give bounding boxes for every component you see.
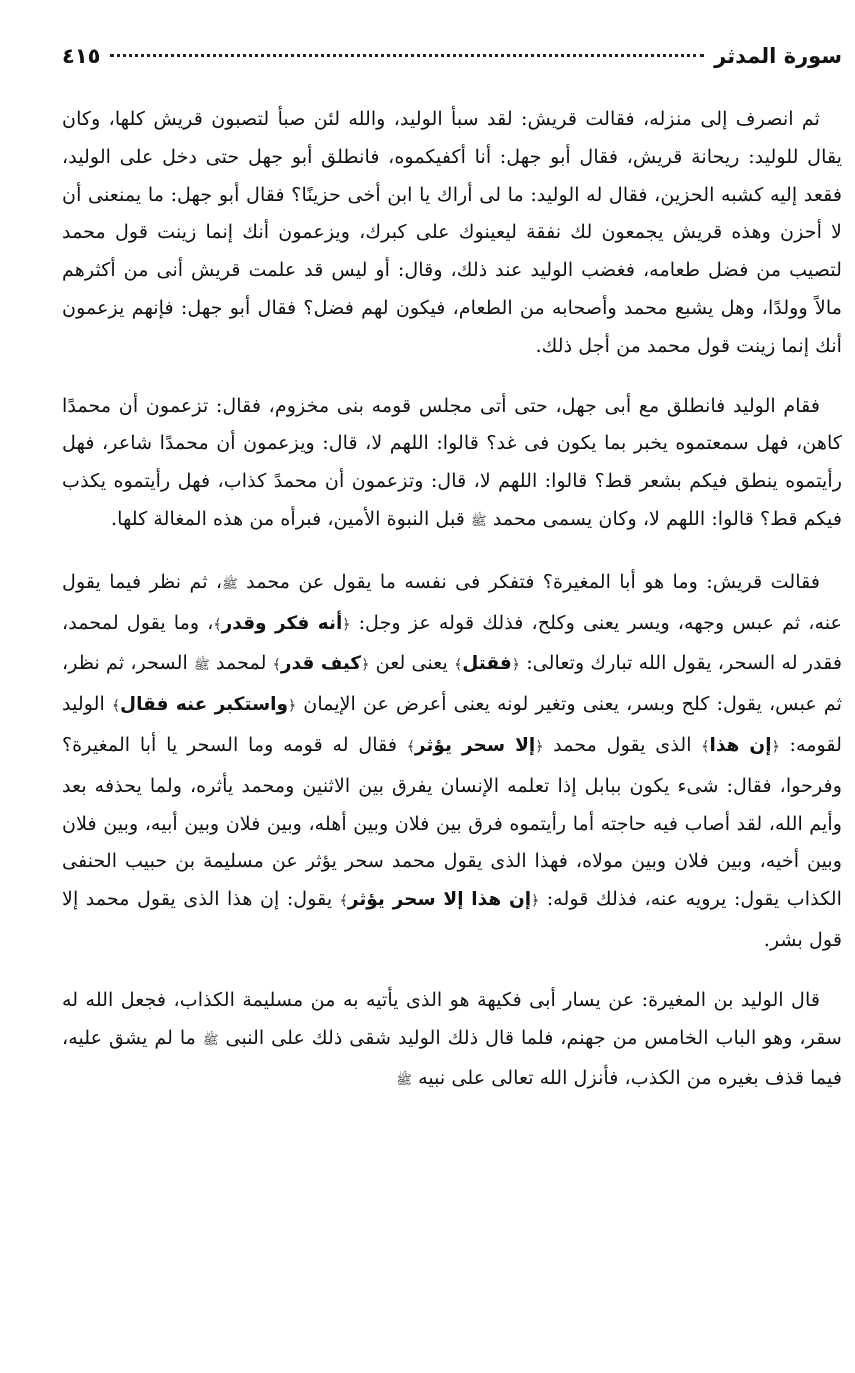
quran-quote [701,735,779,756]
page-header [62,44,842,84]
quran-bracket-open: ﴿ [535,738,544,755]
paragraph-3-text: السحر، ثم نظر، ثم عبس، يقول: كلح وبسر، يعنى وتغير لونه يعنى أعرض عن الإيمان [62,651,842,716]
quran-bracket-close: ﴾ [272,657,281,674]
salawat-glyph: ﷺ [202,1032,219,1048]
quran-bracket-close: ﴾ [111,698,121,715]
quran-quote-text: واستكبر عنه فقال [120,694,289,716]
quran-bracket-open: ﴿ [771,738,780,755]
quran-bracket-close: ﴾ [406,738,415,755]
paragraph-3-text: يعنى لعن [369,651,455,675]
paragraph-3-text: لمحمد [215,651,273,675]
paragraph-3-text: الذى يقول محمد [543,732,702,756]
page-number: ٤١٥ [62,44,101,68]
salawat-glyph: ﷺ [194,658,210,674]
quran-quote-text: إن هذا إلا سحر يؤثر [347,889,532,911]
quran-bracket-close: ﴾ [701,738,710,755]
paragraph-2-text-end: قبل النبوة الأمين، فبرأه من هذه المغالة كلها. [111,506,472,530]
paragraph-3-text: يقول: إن هذا الذى يقول محمد إلا قول بشر. [62,887,842,951]
quran-quote [273,653,370,674]
quran-quote-text: إن هذا [709,734,772,756]
quran-bracket-close: ﴾ [454,657,463,674]
quran-bracket-open: ﴿ [531,893,540,910]
surah-title: سورة المدثر [714,44,842,68]
quran-bracket-close: ﴾ [213,616,222,633]
quran-bracket-open: ﴿ [342,616,351,633]
page-body [62,100,842,1100]
paragraph-4-text: ما لم يشق عليه، فيما قذف بغيره من الكذب، فأنزل الله تعالى على نبيه [62,1025,842,1090]
paragraph-2-text: فقام الوليد فانطلق مع أبى جهل، حتى أتى مجلس قومه بنى مخزوم، فقال: تزعمون أن محمدًا كاهن، فهل سمعتموه يخبر بما يكون فى غد؟ قالوا: اللهم لا، قال: ويزعمون أن محمدًا شاعر، فهل رأيتموه ينطق فيكم بشعر قط؟ قالوا: اللهم لا، قال: وتزعمون أن محمدً كذاب، فهل رأيتموه يكذب فيكم قط؟ قالوا: اللهم لا، وكان يسمى محمد [62,393,842,530]
quran-bracket-open: ﴿ [288,698,297,715]
quran-quote-text: كيف قدر [280,653,362,675]
paragraph-4-text: قال الوليد بن المغيرة: عن يسار أبى فكيهة هو الذى يأتيه به من مسليمة الكذاب، فجعل الله له سقر، وهو الباب الخامس من جهنم، فلما قال ذلك الوليد شقى ذلك على النبى [62,987,842,1049]
paragraph-3-text: فقال له قومه وما السحر يا أبا المغيرة؟ وفرحوا، فقال: شىء يكون ببابل إذا تعلمه الإنسان يفرق بين الاثنين ومحمد يأثره، ولما يحذفه بعد وأيم الله، لقد أصاب فيه حاجته أما رأيتموه فرق بين فلان وبين أهله، وبين فلان وبين أبيه، وبين فلان وبين أخيه، وبين فلان وبين مولاه، فهذا الذى يقول محمد سحر يؤثر عن مسليمة بن حبيب الحنفى الكذاب يقول: يرويه عنه، فذلك قوله: [62,732,842,911]
quran-quote-text: أنه فكر وقدر [221,612,343,634]
quran-quote [213,613,350,634]
quran-bracket-close: ﴾ [339,893,348,910]
quran-quote [340,889,540,910]
quran-bracket-open: ﴿ [511,657,520,674]
paragraph-2 [62,387,842,541]
paragraph-3-text: ، وما يقول لمحمد، فقدر له السحر، يقول الله تبارك وتعالى: [62,610,842,675]
quran-quote-text: فقتل [462,653,512,675]
paragraph-3-text: ، ثم نظر فيما يقول عنه، ثم عبس وجهه، ويسر يعنى وكلح، فذلك قوله عز وجل: [62,569,843,634]
paragraph-1 [62,100,842,365]
quran-quote [407,735,544,756]
quran-quote-text: إلا سحر يؤثر [414,734,536,756]
quran-bracket-open: ﴿ [361,657,370,674]
leader-dots [110,54,704,57]
quran-quote [112,694,296,715]
salawat-glyph: ﷺ [222,576,238,592]
quran-quote [454,653,520,674]
paragraph-4 [62,981,842,1100]
paragraph-1-text: ثم انصرف إلى منزله، فقالت قريش: لقد سبأ الوليد، والله لئن صبأ لتصبون قريش كلها، وكان يقال للوليد: ريحانة قريش، فقال أبو جهل: أنا أكفيكموه، فانطلق أبو جهل حتى دخل على الوليد، فقعد إليه كشبه الحزين، فقال له الوليد: ما لى أراك يا ابن أخى حزينًا؟ فقال أبو جهل: ما يمنعنى أن لا أحزن وهذه قريش يجمعون لك نفقة ليعينوك على كبرك، ويزعمون أنك إنما زينت قول محمد لتصيب من فضل طعامه، فغضب الوليد عند ذلك، وقال: أو ليس قد علمت قريش أنى من أكثرهم مالاً وولدًا، وهل يشبع محمد وأصحابه من الطعام، فيكون لهم فضل؟ فقال أبو جهل: فإنهم يزعمون أنك إنما زينت قول محمد من أجل ذلك. [62,107,842,357]
paragraph-3-text: فقالت قريش: وما هو أبا المغيرة؟ فتفكر فى نفسه ما يقول عن محمد [246,569,821,593]
paragraph-3 [62,563,842,959]
paragraph-3-text: الوليد لقومه: [62,692,842,756]
salawat-glyph: ﷺ [471,513,487,529]
salawat-glyph: ﷺ [396,1073,412,1089]
